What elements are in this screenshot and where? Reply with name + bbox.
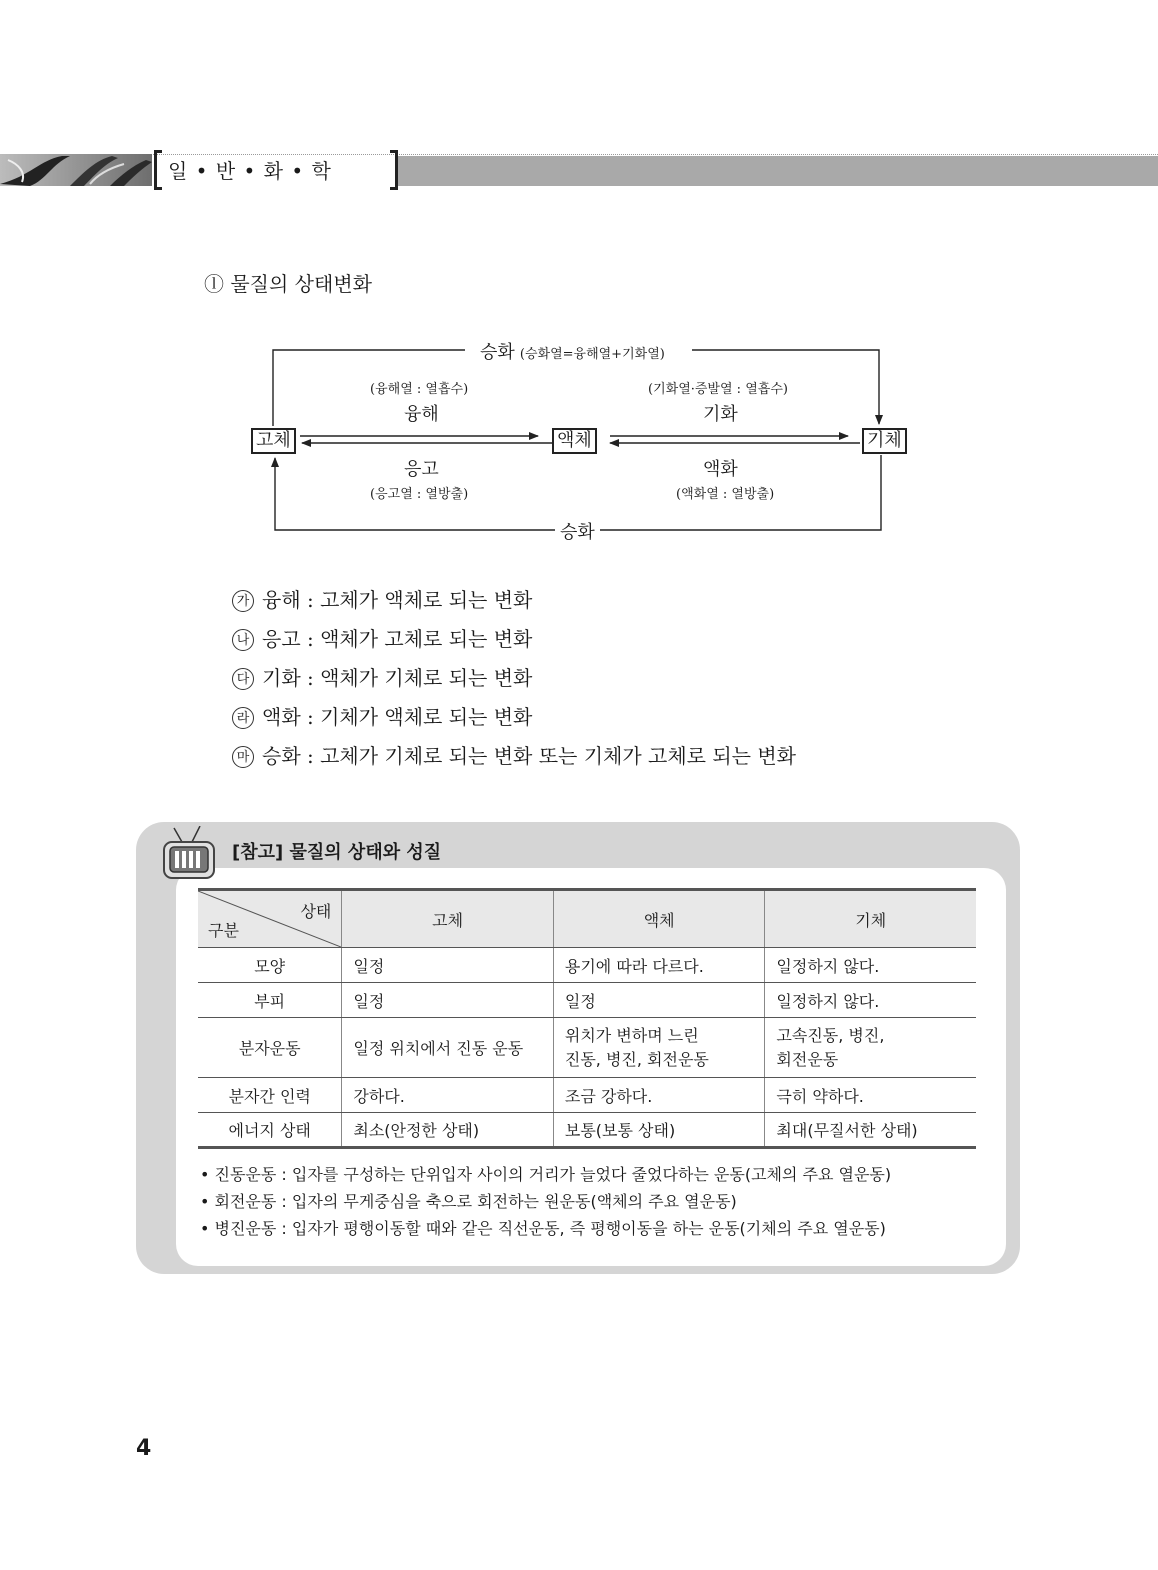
definition-marker: 다 bbox=[232, 668, 254, 690]
tv-icon bbox=[160, 826, 220, 882]
definition-term: 승화 bbox=[262, 744, 301, 768]
table-cell: 일정 bbox=[342, 948, 554, 983]
note-item: • 회전운동 : 입자의 무게중심을 축으로 회전하는 원운동(액체의 주요 열운동) bbox=[200, 1192, 737, 1211]
freezing-label: 응고 bbox=[404, 459, 439, 480]
section-title-text: 물질의 상태변화 bbox=[230, 272, 372, 296]
row-label: 분자간 인력 bbox=[198, 1078, 342, 1113]
definition-item: 라 액화 : 기체가 액체로 되는 변화 bbox=[232, 701, 532, 730]
definition-item: 가 융해 : 고체가 액체로 되는 변화 bbox=[232, 584, 532, 613]
definition-marker: 나 bbox=[232, 629, 254, 651]
table-cell: 용기에 따라 다르다. bbox=[553, 948, 765, 983]
sublimation-top-label: 승화 (승화열=융해열+기화열) bbox=[480, 342, 665, 363]
definition-term: 액화 bbox=[262, 705, 301, 729]
table-corner-cell bbox=[198, 890, 342, 948]
sublimation-bottom-label: 승화 bbox=[558, 518, 597, 544]
table-cell: 최소(안정한 상태) bbox=[342, 1113, 554, 1148]
state-box-gas: 기체 bbox=[862, 428, 907, 454]
header-bracket-left bbox=[154, 150, 162, 190]
column-header: 기체 bbox=[765, 890, 976, 948]
table-row bbox=[198, 948, 976, 983]
definition-text: 고체가 액체로 되는 변화 bbox=[320, 588, 533, 612]
reference-title: [참고] 물질의 상태와 성질 bbox=[232, 842, 442, 863]
note-item: • 병진운동 : 입자가 평행이동할 때와 같은 직선운동, 즉 평행이동을 하는 운동(기체의 주요 열운동) bbox=[200, 1219, 886, 1238]
vaporization-label: 기화 bbox=[703, 404, 738, 425]
table-cell: 일정 bbox=[342, 983, 554, 1018]
row-label: 에너지 상태 bbox=[198, 1113, 342, 1148]
definition-term: 기화 bbox=[262, 666, 301, 690]
running-header-title: 일 • 반 • 화 • 학 bbox=[168, 159, 332, 183]
definition-item: 다 기화 : 액체가 기체로 되는 변화 bbox=[232, 662, 532, 691]
definition-marker: 가 bbox=[232, 590, 254, 612]
column-header: 고체 bbox=[342, 890, 554, 948]
table-cell: 보통(보통 상태) bbox=[553, 1113, 765, 1148]
page-number: 4 bbox=[136, 1436, 152, 1461]
table-cell: 일정하지 않다. bbox=[765, 983, 976, 1018]
state-box-liquid: 액체 bbox=[552, 428, 597, 454]
table-cell: 조금 강하다. bbox=[553, 1078, 765, 1113]
definition-term: 응고 bbox=[262, 627, 301, 651]
melting-label: 융해 bbox=[404, 404, 439, 425]
state-properties-table bbox=[198, 888, 976, 1149]
row-label: 부피 bbox=[198, 983, 342, 1018]
table-cell: 극히 약하다. bbox=[765, 1078, 976, 1113]
corner-label-state: 상태 bbox=[300, 902, 332, 921]
table-cell: 일정 bbox=[553, 983, 765, 1018]
table-row bbox=[198, 983, 976, 1018]
note-item: • 진동운동 : 입자를 구성하는 단위입자 사이의 거리가 늘었다 줄었다하는 운동(고체의 주요 열운동) bbox=[200, 1165, 892, 1184]
corner-label-category: 구분 bbox=[208, 921, 239, 940]
definition-item: 마 승화 : 고체가 기체로 되는 변화 또는 기체가 고체로 되는 변화 bbox=[232, 740, 796, 769]
table-cell: 위치가 변하며 느린 진동, 병진, 회전운동 bbox=[553, 1018, 765, 1078]
row-label: 분자운동 bbox=[198, 1018, 342, 1078]
table-row bbox=[198, 1113, 976, 1148]
table-cell: 일정 위치에서 진동 운동 bbox=[342, 1018, 554, 1078]
table-row bbox=[198, 1018, 976, 1078]
vaporization-heat-note: (기화열·증발열 : 열흡수) bbox=[648, 382, 788, 397]
condensation-label: 액화 bbox=[703, 459, 738, 480]
section-title bbox=[204, 268, 372, 297]
phase-change-diagram bbox=[240, 330, 920, 545]
definition-item: 나 응고 : 액체가 고체로 되는 변화 bbox=[232, 623, 532, 652]
definition-text: 액체가 고체로 되는 변화 bbox=[320, 627, 533, 651]
table-cell: 최대(무질서한 상태) bbox=[765, 1113, 976, 1148]
table-cell: 고속진동, 병진, 회전운동 bbox=[765, 1018, 976, 1078]
column-header: 액체 bbox=[553, 890, 765, 948]
table-cell: 일정하지 않다. bbox=[765, 948, 976, 983]
header-bracket-right bbox=[390, 150, 398, 190]
definition-marker: 마 bbox=[232, 746, 254, 768]
table-header-row bbox=[198, 890, 976, 948]
definition-text: 고체가 기체로 되는 변화 또는 기체가 고체로 되는 변화 bbox=[320, 744, 796, 768]
section-marker: ⓛ bbox=[204, 272, 224, 296]
melting-heat-note: (융해열 : 열흡수) bbox=[370, 382, 469, 397]
definition-text: 기체가 액체로 되는 변화 bbox=[320, 705, 533, 729]
table-cell: 강하다. bbox=[342, 1078, 554, 1113]
header-bar bbox=[398, 156, 1158, 186]
header-decoration-image bbox=[0, 154, 152, 186]
definition-text: 액체가 기체로 되는 변화 bbox=[320, 666, 533, 690]
row-label: 모양 bbox=[198, 948, 342, 983]
definition-term: 융해 bbox=[262, 588, 301, 612]
definition-marker: 라 bbox=[232, 707, 254, 729]
freezing-heat-note: (응고열 : 열방출) bbox=[370, 487, 469, 502]
table-row bbox=[198, 1078, 976, 1113]
state-box-solid: 고체 bbox=[251, 428, 296, 454]
condensation-heat-note: (액화열 : 열방출) bbox=[676, 487, 775, 502]
